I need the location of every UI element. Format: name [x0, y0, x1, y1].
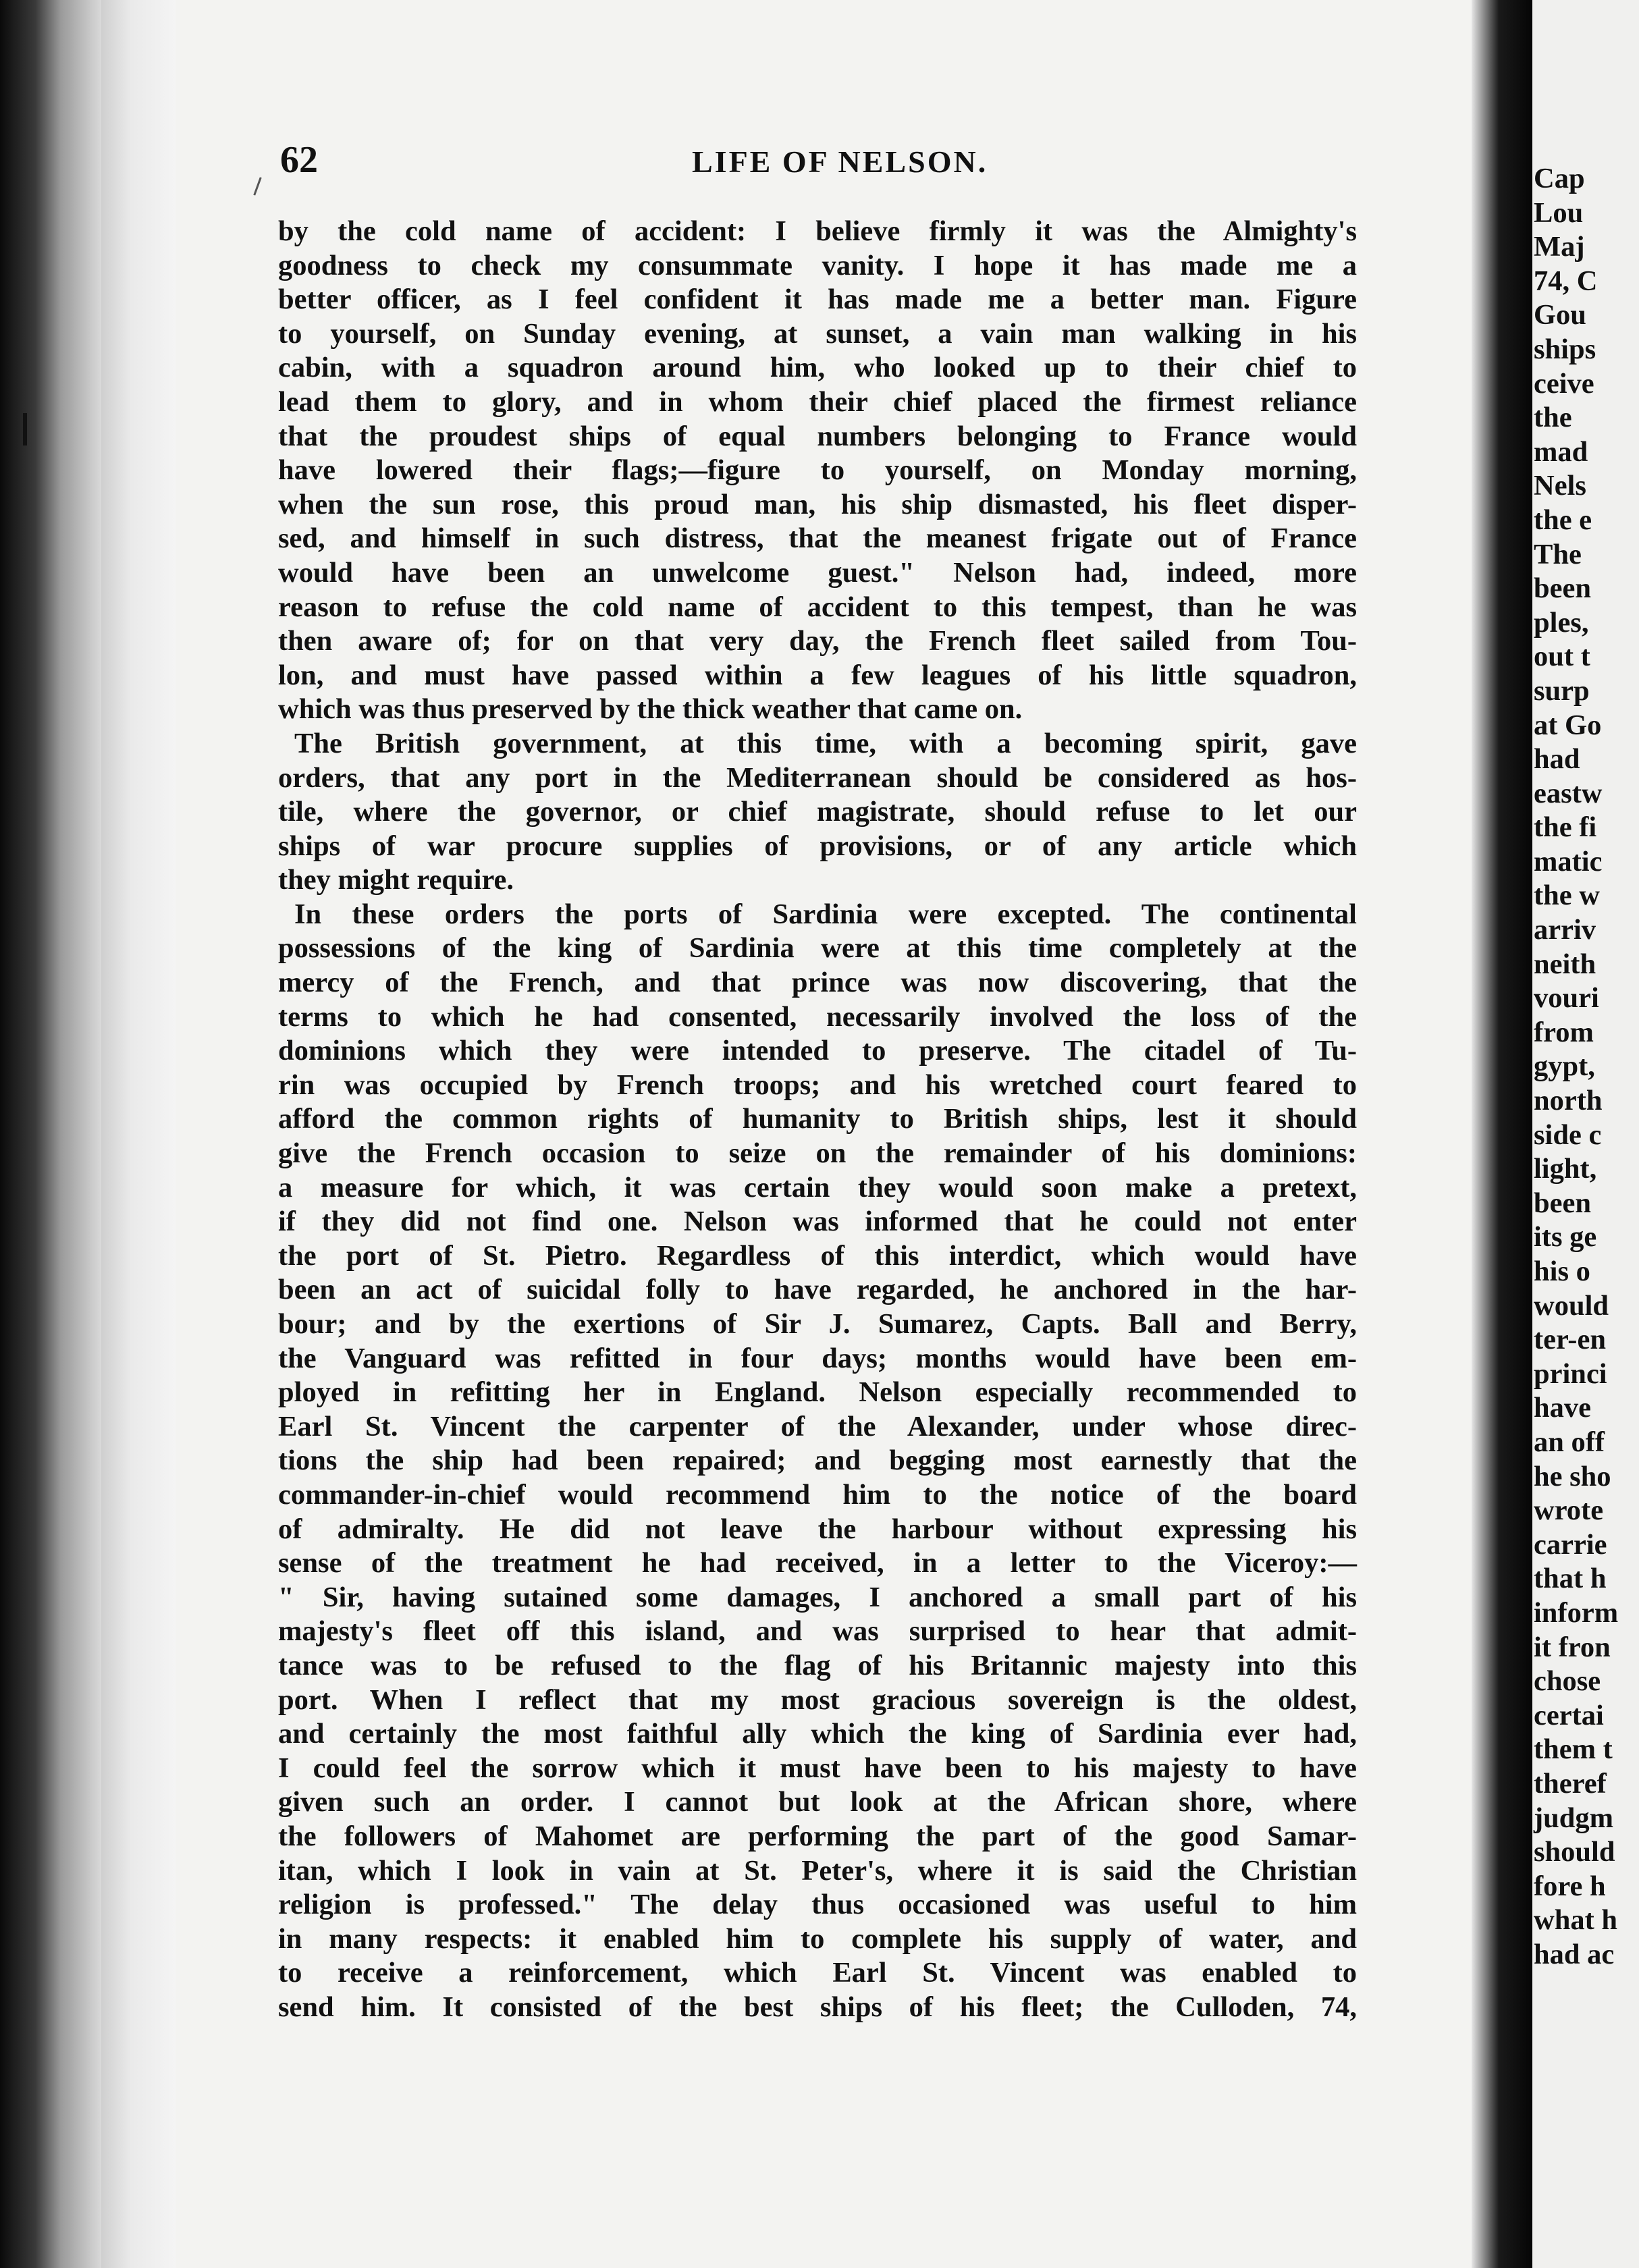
text-line: send him. It consisted of the best ships of his fleet; the Culloden, 74,	[278, 1991, 1357, 2023]
book-spine-shadow	[0, 0, 101, 2268]
page-number: 62	[280, 139, 318, 181]
text-line: the followers of Mahomet are performing the part of the good Samar-	[278, 1820, 1357, 1852]
next-page-line: ships	[1534, 333, 1596, 365]
text-line: commander-in-chief would recommend him to the notice of the board	[278, 1478, 1357, 1511]
next-page-line: eastw	[1534, 777, 1603, 809]
next-page-line: would	[1534, 1289, 1609, 1322]
text-line: I could feel the sorrow which it must have been to his majesty to have	[278, 1752, 1357, 1784]
next-page-line: the w	[1534, 880, 1600, 912]
text-line: port. When I reflect that my most gracious sovereign is the oldest,	[278, 1683, 1357, 1716]
next-page-line: he sho	[1534, 1460, 1611, 1492]
text-line: sense of the treatment he had received, in a letter to the Viceroy:—	[278, 1547, 1357, 1580]
text-line: In these orders the ports of Sardinia were excepted. The continental	[294, 898, 1357, 930]
text-line: been an act of suicidal folly to have regarded, he anchored in the har-	[278, 1274, 1357, 1306]
next-page-line: ceive	[1534, 367, 1594, 400]
next-page-line: been	[1534, 572, 1591, 605]
next-page-line: its ge	[1534, 1221, 1597, 1253]
text-line: lead them to glory, and in whom their chief placed the firmest reliance	[278, 385, 1357, 418]
text-line: given such an order. I cannot but look at the African shore, where	[278, 1786, 1357, 1818]
text-line: ployed in refitting her in England. Nelson especially recommended to	[278, 1376, 1357, 1409]
next-page-line: Nels	[1534, 470, 1586, 502]
next-page-line: Gou	[1534, 299, 1586, 331]
text-line: better officer, as I feel confident it has made me a better man. Figure	[278, 284, 1357, 316]
next-page-line: had	[1534, 743, 1580, 776]
next-page-line: gypt,	[1534, 1050, 1595, 1083]
next-page-line: The	[1534, 538, 1582, 570]
text-line: possessions of the king of Sardinia were at this time completely at the	[278, 932, 1357, 965]
page-edge-band	[101, 0, 176, 2268]
text-line: afford the common rights of humanity to British ships, lest it should	[278, 1103, 1357, 1135]
next-page-line: Lou	[1534, 196, 1584, 229]
next-page-line: the	[1534, 402, 1572, 434]
text-line: sed, and himself in such distress, that the meanest frigate out of France	[278, 522, 1357, 555]
next-page-line: should	[1534, 1836, 1615, 1868]
text-line: and certainly the most faithful ally which the king of Sardinia ever had,	[278, 1718, 1357, 1750]
text-line: by the cold name of accident: I believe firmly it was the Almighty's	[278, 215, 1357, 247]
text-line: " Sir, having sutained some damages, I anchored a small part of his	[278, 1581, 1357, 1613]
text-line: The British government, at this time, with a becoming spirit, gave	[294, 727, 1357, 759]
text-line: majesty's fleet off this island, and was surprised to hear that admit-	[278, 1615, 1357, 1648]
text-line: when the sun rose, this proud man, his ship dismasted, his fleet disper-	[278, 488, 1357, 520]
next-page-line: north	[1534, 1085, 1603, 1117]
book-gutter	[1472, 0, 1532, 2268]
text-line: religion is professed." The delay thus occasioned was useful to him	[278, 1889, 1357, 1921]
next-page-line: mad	[1534, 435, 1588, 468]
text-line: a measure for which, it was certain they would soon make a pretext,	[278, 1171, 1357, 1204]
text-line: bour; and by the exertions of Sir J. Sumarez, Capts. Ball and Berry,	[278, 1308, 1357, 1340]
text-line: mercy of the French, and that prince was now discovering, that the	[278, 967, 1357, 999]
next-page-line: chose	[1534, 1665, 1601, 1698]
text-line: the port of St. Pietro. Regardless of this interdict, which would have	[278, 1239, 1357, 1272]
text-line: then aware of; for on that very day, the French fleet sailed from Tou-	[278, 625, 1357, 657]
next-page-line: theref	[1534, 1767, 1607, 1800]
next-page-line: surp	[1534, 674, 1590, 707]
text-line: in many respects: it enabled him to complete his supply of water, and	[278, 1922, 1357, 1955]
next-page-line: them t	[1534, 1733, 1613, 1766]
next-page-line: matic	[1534, 845, 1603, 878]
next-page-line: what h	[1534, 1904, 1617, 1937]
next-page-line: side c	[1534, 1118, 1602, 1151]
text-line: they might require.	[278, 864, 514, 896]
next-page-line: it fron	[1534, 1631, 1611, 1663]
next-page-line: fore h	[1534, 1870, 1606, 1902]
next-page-line: ter-en	[1534, 1324, 1606, 1356]
next-page-line: arriv	[1534, 914, 1596, 946]
next-page-line: wrote	[1534, 1494, 1604, 1527]
text-line: would have been an unwelcome guest." Nelson had, indeed, more	[278, 556, 1357, 589]
body-text	[278, 215, 1357, 2024]
running-head: LIFE OF NELSON.	[692, 144, 988, 179]
next-page-line: that h	[1534, 1563, 1607, 1595]
next-page-line: light,	[1534, 1153, 1597, 1185]
next-page-line: been	[1534, 1187, 1591, 1219]
text-line: rin was occupied by French troops; and his wretched court feared to	[278, 1069, 1357, 1101]
next-page-text-fragment	[1534, 162, 1639, 1972]
text-line: tance was to be refused to the flag of his Britannic majesty into this	[278, 1649, 1357, 1681]
text-line: to receive a reinforcement, which Earl St. Vincent was enabled to	[278, 1957, 1357, 1989]
text-line: tions the ship had been repaired; and begging most earnestly that the	[278, 1444, 1357, 1477]
next-page-line: the e	[1534, 504, 1592, 536]
next-page-line: Cap	[1534, 163, 1585, 194]
text-line: which was thus preserved by the thick weather that came on.	[278, 693, 1023, 726]
next-page-line: ples,	[1534, 606, 1589, 639]
next-page-line: vouri	[1534, 982, 1599, 1015]
text-line: the Vanguard was refitted in four days; months would have been em-	[278, 1342, 1357, 1374]
text-line: terms to which he had consented, necessarily involved the loss of the	[278, 1000, 1357, 1033]
next-page-line: an off	[1534, 1426, 1605, 1458]
next-page-line: had ac	[1534, 1938, 1615, 1970]
text-line: cabin, with a squadron around him, who looked up to their chief to	[278, 352, 1357, 384]
next-page-line: neith	[1534, 948, 1596, 980]
next-page-line: 74, C	[1534, 265, 1598, 297]
next-page-line: judgm	[1534, 1802, 1614, 1834]
text-line: to yourself, on Sunday evening, at sunset, a vain man walking in his	[278, 317, 1357, 350]
next-page-line: carrie	[1534, 1528, 1607, 1561]
next-page-line: the fi	[1534, 811, 1597, 844]
next-page-line: his o	[1534, 1256, 1590, 1287]
next-page-line: certai	[1534, 1699, 1604, 1731]
next-page-line: Maj	[1534, 231, 1585, 263]
text-line: tile, where the governor, or chief magistrate, should refuse to let our	[278, 796, 1357, 828]
text-line: give the French occasion to seize on the remainder of his dominions:	[278, 1137, 1357, 1170]
text-line: orders, that any port in the Mediterranean should be considered as hos-	[278, 761, 1357, 794]
text-line: dominions which they were intended to preserve. The citadel of Tu-	[278, 1035, 1357, 1067]
text-line: goodness to check my consummate vanity. I hope it has made me a	[278, 249, 1357, 281]
text-line: Earl St. Vincent the carpenter of the Alexander, under whose direc-	[278, 1410, 1357, 1442]
text-line: have lowered their flags;—figure to yourself, on Monday morning,	[278, 454, 1357, 487]
next-page-line: princi	[1534, 1357, 1607, 1390]
text-line: of admiralty. He did not leave the harbour without expressing his	[278, 1513, 1357, 1545]
text-line: ships of war procure supplies of provisions, or of any article which	[278, 830, 1357, 862]
text-line: if they did not find one. Nelson was informed that he could not enter	[278, 1206, 1357, 1238]
text-line: itan, which I look in vain at St. Peter's, where it is said the Christian	[278, 1854, 1357, 1887]
page-header	[280, 138, 1360, 186]
next-page-line: from	[1534, 1016, 1594, 1048]
text-line: that the proudest ships of equal numbers belonging to France would	[278, 420, 1357, 452]
next-page-line: inform	[1534, 1596, 1619, 1629]
next-page-line: have	[1534, 1392, 1591, 1424]
next-page-line: out t	[1534, 641, 1590, 673]
text-line: reason to refuse the cold name of accident to this tempest, than he was	[278, 591, 1357, 623]
margin-mark	[23, 413, 27, 446]
text-line: lon, and must have passed within a few leagues of his little squadron,	[278, 659, 1357, 691]
next-page-line: at Go	[1534, 709, 1602, 741]
